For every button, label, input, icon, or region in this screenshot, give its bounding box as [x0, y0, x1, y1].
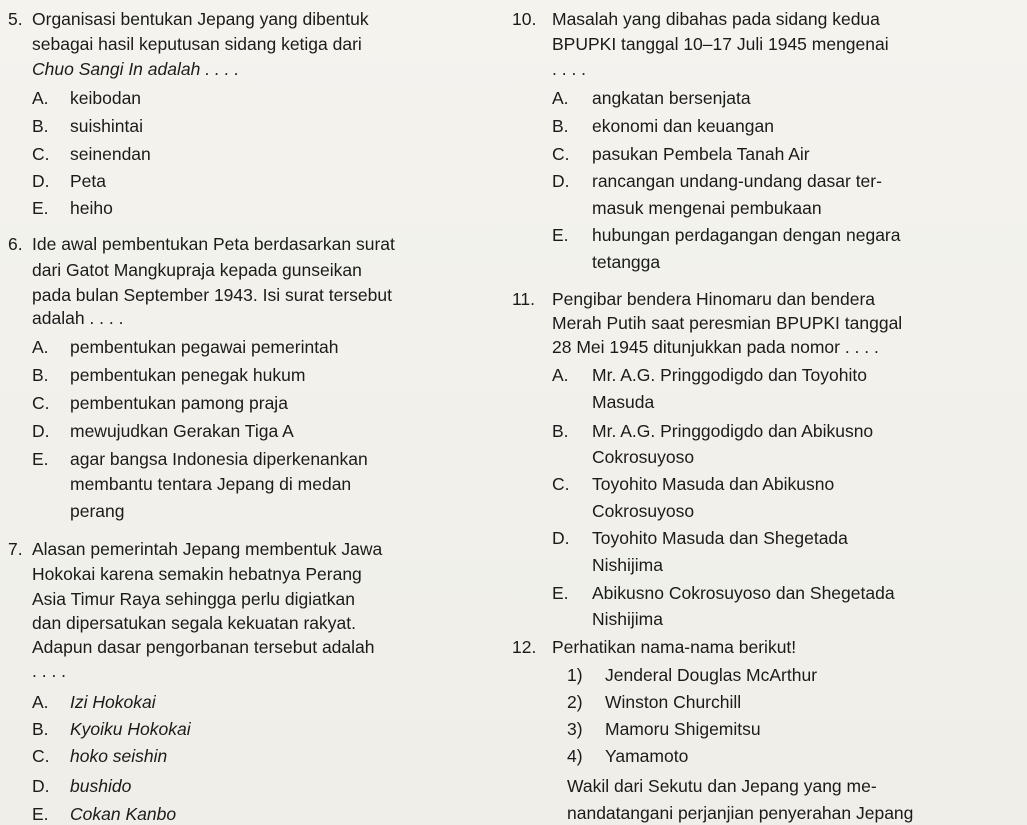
q5-option-d-letter: D. [32, 171, 50, 191]
q5-option-a-letter: A. [32, 88, 49, 108]
q12-item-3-number: 3) [567, 719, 583, 739]
q5-option-c-letter: C. [32, 144, 50, 164]
q11-option-b-text: Mr. A.G. Pringgodigdo dan Abikusno [592, 421, 874, 441]
q6-line-3: pada bulan September 1943. Isi surat tersebut [32, 285, 392, 305]
q11-option-e-cont: Nishijima [592, 609, 663, 629]
q7-line-2: Hokokai karena semakin hebatnya Perang [32, 564, 362, 584]
q6-option-e-cont-2: perang [70, 501, 125, 521]
q7-option-b-text: Kyoiku Hokokai [70, 719, 191, 739]
q6-line-4: adalah . . . . [32, 308, 124, 328]
q10-option-e-cont: tetangga [592, 252, 661, 272]
q7-option-c-text: hoko seishin [70, 746, 168, 766]
q6-option-c-text: pembentukan pamong praja [70, 393, 288, 413]
q11-option-c-cont: Cokrosuyoso [592, 501, 695, 521]
q6-option-b-letter: B. [32, 365, 49, 385]
q10-line-2: BPUPKI tanggal 10–17 Juli 1945 mengenai [552, 34, 889, 54]
q12-item-2-number: 2) [567, 692, 583, 712]
q10-option-c-letter: C. [552, 144, 570, 164]
q10-option-e-letter: E. [552, 225, 569, 245]
q12-tail-line-1: Wakil dari Sekutu dan Jepang yang me- [567, 776, 877, 796]
q7-line-6: . . . . [32, 661, 67, 681]
q12-item-4-text: Yamamoto [605, 746, 689, 766]
q10-option-a-text: angkatan bersenjata [592, 88, 751, 108]
q10-option-b-text: ekonomi dan keuangan [592, 116, 774, 136]
q11-option-c-letter: C. [552, 474, 570, 494]
q5-line-1: Organisasi bentukan Jepang yang dibentuk [32, 9, 369, 29]
q6-option-e-text: agar bangsa Indonesia diperkenankan [70, 449, 368, 469]
q6-option-a-letter: A. [32, 337, 49, 357]
q11-option-d-text: Toyohito Masuda dan Shegetada [592, 528, 848, 548]
q10-number: 10. [512, 9, 537, 29]
q5-option-e-text: heiho [70, 198, 113, 218]
q6-option-d-text: mewujudkan Gerakan Tiga A [70, 421, 294, 441]
q7-number: 7. [8, 539, 23, 559]
q6-option-c-letter: C. [32, 393, 50, 413]
q7-option-a-text: Izi Hokokai [70, 692, 156, 712]
q10-option-c-text: pasukan Pembela Tanah Air [592, 144, 810, 164]
q5-option-a-text: keibodan [70, 88, 142, 108]
q7-line-1: Alasan pemerintah Jepang membentuk Jawa [32, 539, 383, 559]
q10-line-3: . . . . [552, 59, 587, 79]
q6-option-a-text: pembentukan pegawai pemerintah [70, 337, 339, 357]
q7-option-e-text: Cokan Kanbo [70, 804, 177, 824]
q10-option-d-letter: D. [552, 171, 570, 191]
q11-option-b-cont: Cokrosuyoso [592, 447, 695, 467]
q12-item-2-text: Winston Churchill [605, 692, 742, 712]
q6-option-e-cont-1: membantu tentara Jepang di medan [70, 474, 352, 494]
q6-option-e-letter: E. [32, 449, 49, 469]
q11-option-e-text: Abikusno Cokrosuyoso dan Shegetada [592, 583, 895, 603]
q7-option-c-letter: C. [32, 746, 50, 766]
q10-option-e-text: hubungan perdagangan dengan negara [592, 225, 901, 245]
q10-option-a-letter: A. [552, 88, 569, 108]
q6-option-b-text: pembentukan penegak hukum [70, 365, 306, 385]
q11-option-a-text: Mr. A.G. Pringgodigdo dan Toyohito [592, 365, 867, 385]
q12-number: 12. [512, 637, 537, 657]
q7-line-5: Adapun dasar pengorbanan tersebut adalah [32, 637, 375, 657]
q7-option-b-letter: B. [32, 719, 49, 739]
q5-number: 5. [8, 9, 23, 29]
q5-line-2: sebagai hasil keputusan sidang ketiga dari [32, 34, 362, 54]
q12-item-4-number: 4) [567, 746, 583, 766]
q10-option-d-cont: masuk mengenai pembukaan [592, 198, 822, 218]
q7-line-3: Asia Timur Raya sehingga perlu digiatkan [32, 589, 355, 609]
q11-option-d-cont: Nishijima [592, 555, 663, 575]
q11-option-d-letter: D. [552, 528, 570, 548]
q7-option-d-text: bushido [70, 776, 132, 796]
q5-option-c-text: seinendan [70, 144, 151, 164]
q6-line-2 [32, 259, 362, 281]
q7-line-4: dan dipersatukan segala kekuatan rakyat. [32, 613, 356, 633]
q6-line-2-text: dari Gatot Mangkupraja kepada gunseikan [32, 260, 362, 280]
q7-option-d-letter: D. [32, 776, 50, 796]
q11-number: 11. [512, 289, 536, 309]
q7-option-a-letter: A. [32, 692, 49, 712]
q10-option-b-letter: B. [552, 116, 569, 136]
q11-option-a-letter: A. [552, 365, 569, 385]
q11-line-3: 28 Mei 1945 ditunjukkan pada nomor . . . . [552, 337, 879, 357]
q6-number: 6. [8, 234, 23, 254]
q12-item-1-text: Jenderal Douglas McArthur [605, 665, 818, 685]
q11-option-b-letter: B. [552, 421, 569, 441]
q12-tail-line-2: nandatangani perjanjian penyerahan Jepang [567, 803, 914, 823]
q6-option-d-letter: D. [32, 421, 50, 441]
q11-line-2: Merah Putih saat peresmian BPUPKI tanggal [552, 313, 903, 333]
q12-item-1-number: 1) [567, 665, 583, 685]
q5-option-b-text: suishintai [70, 116, 143, 136]
q11-option-c-text: Toyohito Masuda dan Abikusno [592, 474, 835, 494]
q6-line-1: Ide awal pembentukan Peta berdasarkan surat [32, 234, 395, 254]
q5-line-3: Chuo Sangi In adalah . . . . [32, 59, 240, 79]
q12-intro: Perhatikan nama-nama berikut! [552, 637, 797, 657]
q11-option-e-letter: E. [552, 583, 569, 603]
q10-option-d-text: rancangan undang-undang dasar ter- [592, 171, 882, 191]
q12-item-3-text: Mamoru Shigemitsu [605, 719, 761, 739]
q5-option-d-text: Peta [70, 171, 106, 191]
q5-option-e-letter: E. [32, 198, 49, 218]
q5-option-b-letter: B. [32, 116, 49, 136]
q11-option-a-cont: Masuda [592, 392, 655, 412]
q10-line-1: Masalah yang dibahas pada sidang kedua [552, 9, 880, 29]
q7-option-e-letter: E. [32, 804, 49, 824]
q11-line-1: Pengibar bendera Hinomaru dan bendera [552, 289, 876, 309]
